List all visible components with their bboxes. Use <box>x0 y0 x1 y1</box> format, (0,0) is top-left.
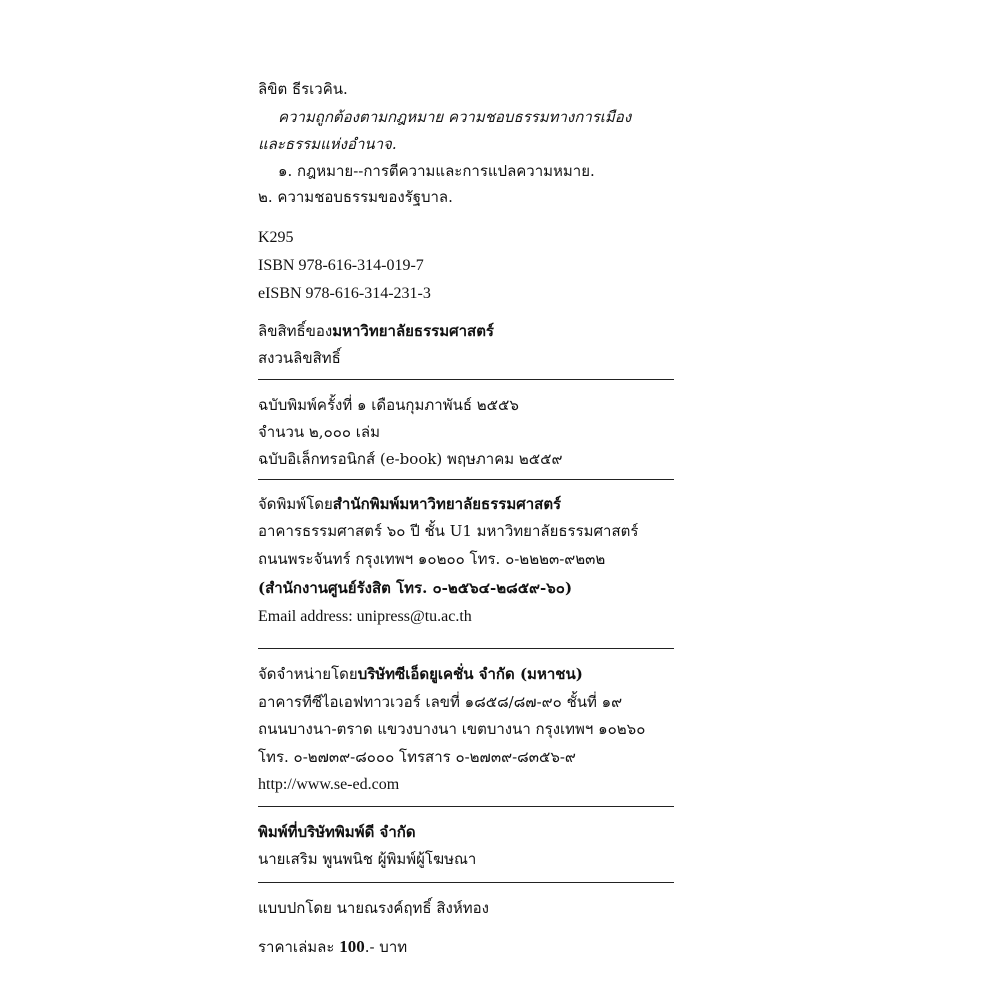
isbn: ISBN 978-616-314-019-7 <box>258 257 424 274</box>
copyright-owner-name: มหาวิทยาลัยธรรมศาสตร์ <box>332 322 494 340</box>
distributor-address-2: ถนนบางนา-ตราด แขวงบางนา เขตบางนา กรุงเทพฯ ๑๐๒๖๐ <box>258 720 646 738</box>
eisbn: eISBN 978-616-314-231-3 <box>258 285 431 302</box>
price-suffix: .- บาท <box>364 938 408 956</box>
distributor-line <box>258 664 583 684</box>
edition-first-print: ฉบับพิมพ์ครั้งที่ ๑ เดือนกุมภาพันธ์ ๒๕๕๖ <box>258 396 519 414</box>
distributor-address-1: อาคารทีซีไอเอฟทาวเวอร์ เลขที่ ๑๘๕๘/๘๗-๙๐ ชั้นที่ ๑๙ <box>258 693 623 711</box>
publisher-email: Email address: unipress@tu.ac.th <box>258 608 472 625</box>
price-prefix: ราคาเล่มละ <box>258 938 335 956</box>
price-line <box>258 937 407 957</box>
divider-rule <box>258 379 674 380</box>
printer-prefix: พิมพ์ที่ <box>258 823 298 841</box>
distributor-prefix: จัดจำหน่ายโดย <box>258 665 358 683</box>
cip-subject-1: ๑. กฎหมาย--การตีความและการแปลความหมาย. <box>278 162 595 180</box>
copyright-prefix: ลิขสิทธิ์ของ <box>258 322 333 340</box>
publisher-address-2: ถนนพระจันทร์ กรุงเทพฯ ๑๐๒๐๐ โทร. ๐-๒๒๒๓-๙๒๓๒ <box>258 550 606 568</box>
cip-title-line2: และธรรมแห่งอำนาจ. <box>258 135 397 153</box>
distributor-website: http://www.se-ed.com <box>258 776 400 793</box>
divider-rule <box>258 479 674 480</box>
cover-designer: แบบปกโดย นายณรงค์ฤทธิ์ สิงห์ทอง <box>258 899 489 917</box>
publisher-line <box>258 494 561 514</box>
publisher-prefix: จัดพิมพ์โดย <box>258 495 333 513</box>
edition-copies: จำนวน ๒,๐๐๐ เล่ม <box>258 423 381 441</box>
publisher-name: สำนักพิมพ์มหาวิทยาลัยธรรมศาสตร์ <box>332 495 562 513</box>
divider-rule <box>258 648 674 649</box>
divider-rule <box>258 806 674 807</box>
call-number: K295 <box>258 229 294 246</box>
printer-name: บริษัทพิมพ์ดี จำกัด <box>297 823 416 841</box>
edition-ebook: ฉบับอิเล็กทรอนิกส์ (e-book) พฤษภาคม ๒๕๕๙ <box>258 450 563 468</box>
cip-title-line1: ความถูกต้องตามกฎหมาย ความชอบธรรมทางการเมือง <box>278 108 632 126</box>
price-amount: 100 <box>339 937 365 956</box>
publisher-address-1: อาคารธรรมศาสตร์ ๖๐ ปี ชั้น U1 มหาวิทยาลัยธรรมศาสตร์ <box>258 522 639 540</box>
copyright-reserved: สงวนลิขสิทธิ์ <box>258 349 341 367</box>
distributor-name: บริษัทซีเอ็ดยูเคชั่น จำกัด (มหาชน) <box>357 665 583 683</box>
publisher-branch: (สำนักงานศูนย์รังสิต โทร. ๐-๒๕๖๔-๒๘๕๙-๖๐) <box>258 579 573 597</box>
copyright-page <box>258 0 678 1000</box>
cip-subject-2: ๒. ความชอบธรรมของรัฐบาล. <box>258 188 453 206</box>
divider-rule <box>258 882 674 883</box>
cip-author: ลิขิต ธีรเวคิน. <box>258 80 348 98</box>
copyright-owner <box>258 321 494 341</box>
distributor-phone: โทร. ๐-๒๗๓๙-๘๐๐๐ โทรสาร ๐-๒๗๓๙-๘๓๕๖-๙ <box>258 748 576 766</box>
printer-person: นายเสริม พูนพนิช ผู้พิมพ์ผู้โฆษณา <box>258 850 477 868</box>
printer-line <box>258 822 416 842</box>
